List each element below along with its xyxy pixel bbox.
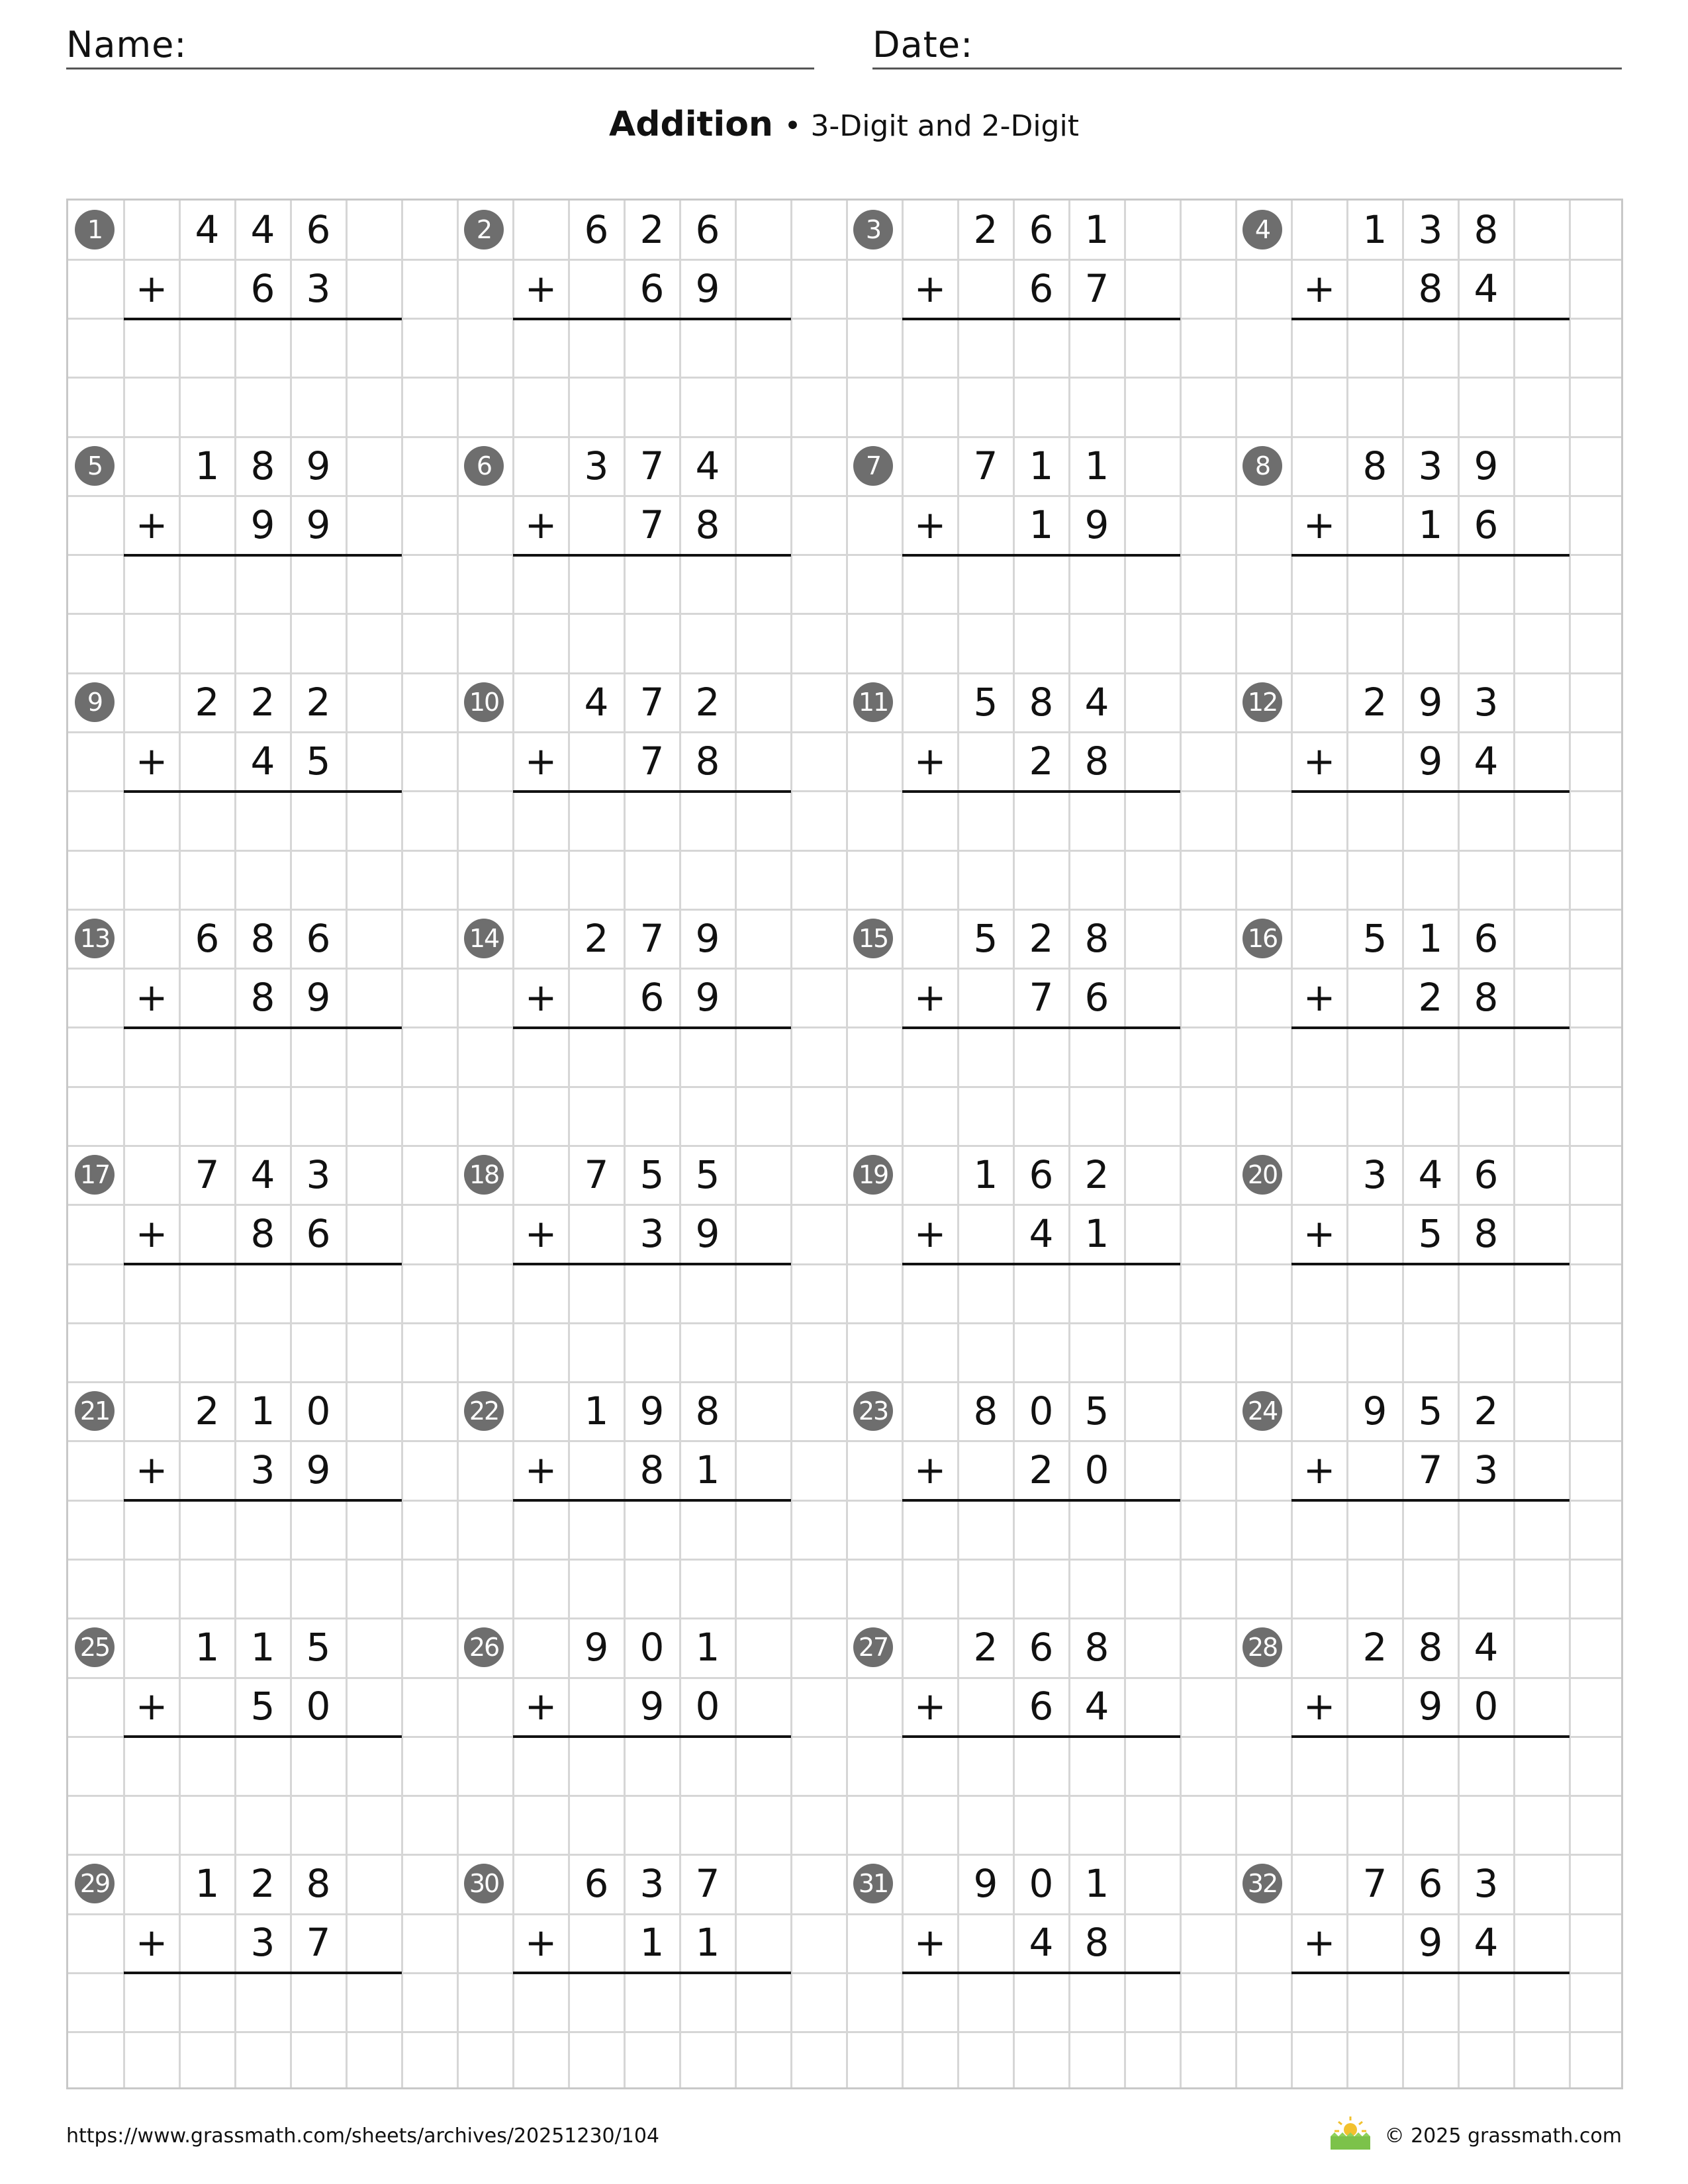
top-digit: 3 — [306, 1152, 331, 1197]
top-digit: 1 — [1084, 1861, 1109, 1906]
top-digit: 3 — [639, 1861, 665, 1906]
answer-area[interactable] — [1291, 555, 1570, 614]
problem-number-badge: 10 — [464, 682, 504, 722]
top-digit: 7 — [195, 1152, 220, 1197]
top-digit: 1 — [973, 1152, 998, 1197]
bottom-digit: 9 — [695, 1211, 720, 1257]
problem-23 — [847, 1382, 1236, 1618]
title-subtitle: • 3-Digit and 2-Digit — [784, 109, 1079, 143]
top-digit: 8 — [250, 916, 275, 961]
plus-sign: + — [524, 975, 557, 1021]
answer-area[interactable] — [1291, 319, 1570, 378]
top-digit: 5 — [973, 680, 998, 725]
bottom-digit: 6 — [250, 266, 275, 312]
top-digit: 7 — [584, 1152, 609, 1197]
problem-number-badge: 2 — [464, 210, 504, 250]
top-digit: 8 — [973, 1388, 998, 1433]
problem-25 — [68, 1618, 457, 1854]
answer-area[interactable] — [1291, 1028, 1570, 1087]
problem-number-badge: 18 — [464, 1155, 504, 1195]
top-digit: 1 — [1029, 443, 1054, 488]
answer-area[interactable] — [1291, 1500, 1570, 1559]
problem-number-badge: 31 — [853, 1864, 893, 1903]
top-digit: 2 — [250, 680, 275, 725]
problem-number-badge: 27 — [853, 1627, 893, 1667]
bottom-digit: 8 — [639, 1447, 665, 1493]
plus-sign: + — [135, 975, 168, 1021]
bottom-digit: 3 — [250, 1447, 275, 1493]
top-digit: 4 — [250, 207, 275, 252]
bottom-digit: 6 — [1474, 502, 1499, 548]
top-digit: 1 — [195, 1625, 220, 1670]
top-digit: 1 — [695, 1625, 720, 1670]
bottom-digit: 0 — [1084, 1447, 1109, 1493]
problem-14 — [457, 909, 847, 1146]
problem-19 — [847, 1146, 1236, 1382]
top-digit: 5 — [1418, 1388, 1443, 1433]
top-digit: 3 — [1474, 1861, 1499, 1906]
top-digit: 3 — [1362, 1152, 1387, 1197]
problem-number-badge: 13 — [75, 919, 115, 958]
top-digit: 7 — [639, 443, 665, 488]
plus-sign: + — [1303, 502, 1336, 548]
problem-number-badge: 20 — [1243, 1155, 1282, 1195]
top-digit: 4 — [695, 443, 720, 488]
problem-17 — [68, 1146, 457, 1382]
plus-sign: + — [914, 739, 947, 784]
problem-1 — [68, 201, 457, 437]
top-digit: 4 — [1474, 1625, 1499, 1670]
problem-number-badge: 17 — [75, 1155, 115, 1195]
top-digit: 8 — [1362, 443, 1387, 488]
top-digit: 2 — [250, 1861, 275, 1906]
bottom-digit: 6 — [639, 975, 665, 1021]
problem-number-badge: 26 — [464, 1627, 504, 1667]
top-digit: 5 — [1084, 1388, 1109, 1433]
bottom-digit: 5 — [250, 1684, 275, 1729]
bottom-digit: 7 — [1029, 975, 1054, 1021]
answer-area[interactable] — [124, 1737, 402, 1796]
problem-number-badge: 25 — [75, 1627, 115, 1667]
answer-area[interactable] — [902, 319, 1180, 378]
bottom-digit: 6 — [1084, 975, 1109, 1021]
problem-number-badge: 11 — [853, 682, 893, 722]
bottom-digit: 3 — [250, 1920, 275, 1966]
bottom-digit: 7 — [639, 502, 665, 548]
top-digit: 2 — [195, 680, 220, 725]
plus-sign: + — [135, 1447, 168, 1493]
plus-sign: + — [914, 975, 947, 1021]
problem-number-badge: 6 — [464, 446, 504, 486]
plus-sign: + — [914, 502, 947, 548]
bottom-digit: 9 — [1418, 1920, 1443, 1966]
top-digit: 6 — [306, 916, 331, 961]
problem-number-badge: 29 — [75, 1864, 115, 1903]
problem-7 — [847, 437, 1236, 673]
answer-area[interactable] — [902, 1028, 1180, 1087]
grass-sun-logo-icon — [1327, 2115, 1374, 2151]
answer-area[interactable] — [513, 319, 791, 378]
top-digit: 5 — [306, 1625, 331, 1670]
top-digit: 2 — [1362, 1625, 1387, 1670]
plus-sign: + — [524, 266, 557, 312]
footer-copyright: © 2025 grassmath.com — [1384, 2124, 1622, 2148]
answer-area[interactable] — [1291, 792, 1570, 850]
problem-number-badge: 14 — [464, 919, 504, 958]
bottom-digit: 9 — [306, 1447, 331, 1493]
answer-area[interactable] — [1291, 1737, 1570, 1796]
problem-18 — [457, 1146, 847, 1382]
problem-number-badge: 4 — [1243, 210, 1282, 250]
top-digit: 6 — [1474, 916, 1499, 961]
answer-area[interactable] — [124, 555, 402, 614]
top-digit: 9 — [306, 443, 331, 488]
top-digit: 7 — [639, 916, 665, 961]
answer-area[interactable] — [513, 1500, 791, 1559]
problem-number-badge: 9 — [75, 682, 115, 722]
bottom-digit: 8 — [1084, 739, 1109, 784]
problem-2 — [457, 201, 847, 437]
plus-sign: + — [524, 739, 557, 784]
answer-area[interactable] — [124, 1028, 402, 1087]
answer-area[interactable] — [902, 1264, 1180, 1323]
top-digit: 2 — [1362, 680, 1387, 725]
bottom-digit: 4 — [1029, 1920, 1054, 1966]
top-digit: 6 — [195, 916, 220, 961]
problem-8 — [1236, 437, 1625, 673]
problem-number-badge: 7 — [853, 446, 893, 486]
bottom-digit: 0 — [695, 1684, 720, 1729]
problem-number-badge: 19 — [853, 1155, 893, 1195]
problem-number-badge: 8 — [1243, 446, 1282, 486]
top-digit: 2 — [584, 916, 609, 961]
bottom-digit: 4 — [1474, 739, 1499, 784]
top-digit: 9 — [1362, 1388, 1387, 1433]
problem-27 — [847, 1618, 1236, 1854]
bottom-digit: 8 — [1474, 1211, 1499, 1257]
top-digit: 0 — [1029, 1861, 1054, 1906]
answer-area[interactable] — [513, 1028, 791, 1087]
plus-sign: + — [914, 1447, 947, 1493]
top-digit: 7 — [973, 443, 998, 488]
answer-area[interactable] — [513, 1264, 791, 1323]
answer-area[interactable] — [513, 1973, 791, 2032]
top-digit: 8 — [250, 443, 275, 488]
problem-29 — [68, 1854, 457, 2091]
bottom-digit: 5 — [306, 739, 331, 784]
bottom-digit: 1 — [1084, 1211, 1109, 1257]
top-digit: 4 — [1418, 1152, 1443, 1197]
problem-number-badge: 1 — [75, 210, 115, 250]
top-digit: 2 — [973, 207, 998, 252]
bottom-digit: 9 — [1418, 1684, 1443, 1729]
bottom-digit: 7 — [1418, 1447, 1443, 1493]
problem-30 — [457, 1854, 847, 2091]
top-digit: 7 — [639, 680, 665, 725]
plus-sign: + — [1303, 1211, 1336, 1257]
answer-area[interactable] — [124, 1973, 402, 2032]
top-digit: 6 — [1029, 1625, 1054, 1670]
plus-sign: + — [524, 1211, 557, 1257]
top-digit: 9 — [639, 1388, 665, 1433]
problem-21 — [68, 1382, 457, 1618]
problem-11 — [847, 673, 1236, 909]
problem-number-badge: 15 — [853, 919, 893, 958]
top-digit: 4 — [250, 1152, 275, 1197]
top-digit: 8 — [306, 1861, 331, 1906]
top-digit: 1 — [250, 1625, 275, 1670]
top-digit: 4 — [584, 680, 609, 725]
problem-10 — [457, 673, 847, 909]
top-digit: 1 — [1418, 916, 1443, 961]
top-digit: 0 — [306, 1388, 331, 1433]
top-digit: 8 — [1084, 1625, 1109, 1670]
problem-32 — [1236, 1854, 1625, 2091]
plus-sign: + — [1303, 1920, 1336, 1966]
top-digit: 1 — [1084, 207, 1109, 252]
top-digit: 8 — [1084, 916, 1109, 961]
answer-area[interactable] — [124, 792, 402, 850]
answer-area[interactable] — [902, 555, 1180, 614]
bottom-digit: 3 — [639, 1211, 665, 1257]
answer-area[interactable] — [902, 1973, 1180, 2032]
top-digit: 0 — [639, 1625, 665, 1670]
bottom-digit: 6 — [1029, 266, 1054, 312]
name-line[interactable] — [66, 68, 814, 69]
problem-22 — [457, 1382, 847, 1618]
bottom-digit: 6 — [1029, 1684, 1054, 1729]
problem-12 — [1236, 673, 1625, 909]
plus-sign: + — [1303, 1447, 1336, 1493]
bottom-digit: 5 — [1418, 1211, 1443, 1257]
problem-6 — [457, 437, 847, 673]
top-digit: 1 — [195, 443, 220, 488]
plus-sign: + — [135, 266, 168, 312]
bottom-digit: 3 — [1474, 1447, 1499, 1493]
problem-31 — [847, 1854, 1236, 2091]
top-digit: 7 — [695, 1861, 720, 1906]
bottom-digit: 9 — [639, 1684, 665, 1729]
plus-sign: + — [135, 1211, 168, 1257]
worksheet-title — [0, 105, 1688, 144]
top-digit: 3 — [584, 443, 609, 488]
answer-area[interactable] — [124, 1264, 402, 1323]
problem-number-badge: 24 — [1243, 1391, 1282, 1431]
bottom-digit: 2 — [1418, 975, 1443, 1021]
plus-sign: + — [1303, 739, 1336, 784]
top-digit: 6 — [695, 207, 720, 252]
top-digit: 1 — [195, 1861, 220, 1906]
answer-area[interactable] — [1291, 1264, 1570, 1323]
bottom-digit: 7 — [1084, 266, 1109, 312]
problem-26 — [457, 1618, 847, 1854]
problem-number-badge: 12 — [1243, 682, 1282, 722]
bottom-digit: 7 — [639, 739, 665, 784]
answer-area[interactable] — [902, 1737, 1180, 1796]
bottom-digit: 1 — [695, 1920, 720, 1966]
top-digit: 3 — [1418, 207, 1443, 252]
top-digit: 2 — [195, 1388, 220, 1433]
bottom-digit: 3 — [306, 266, 331, 312]
top-digit: 9 — [973, 1861, 998, 1906]
answer-area[interactable] — [902, 792, 1180, 850]
problem-13 — [68, 909, 457, 1146]
top-digit: 5 — [695, 1152, 720, 1197]
bottom-digit: 4 — [1084, 1684, 1109, 1729]
top-digit: 2 — [973, 1625, 998, 1670]
bottom-digit: 6 — [639, 266, 665, 312]
bottom-digit: 0 — [306, 1684, 331, 1729]
problem-number-badge: 23 — [853, 1391, 893, 1431]
name-label: Name: — [66, 24, 187, 66]
top-digit: 6 — [1418, 1861, 1443, 1906]
top-digit: 2 — [1084, 1152, 1109, 1197]
problem-number-badge: 5 — [75, 446, 115, 486]
plus-sign: + — [1303, 266, 1336, 312]
problem-9 — [68, 673, 457, 909]
problem-number-badge: 21 — [75, 1391, 115, 1431]
top-digit: 1 — [250, 1388, 275, 1433]
answer-area[interactable] — [1291, 1973, 1570, 2032]
problem-number-badge: 32 — [1243, 1864, 1282, 1903]
top-digit: 6 — [1474, 1152, 1499, 1197]
problem-number-badge: 3 — [853, 210, 893, 250]
answer-area[interactable] — [513, 555, 791, 614]
answer-area[interactable] — [513, 1737, 791, 1796]
date-line[interactable] — [872, 68, 1622, 69]
top-digit: 2 — [1474, 1388, 1499, 1433]
top-digit: 9 — [584, 1625, 609, 1670]
plus-sign: + — [914, 1211, 947, 1257]
date-label: Date: — [872, 24, 974, 66]
top-digit: 9 — [1474, 443, 1499, 488]
top-digit: 6 — [1029, 207, 1054, 252]
answer-area[interactable] — [902, 1500, 1180, 1559]
problem-4 — [1236, 201, 1625, 437]
top-digit: 9 — [1418, 680, 1443, 725]
bottom-digit: 9 — [695, 266, 720, 312]
top-digit: 8 — [1474, 207, 1499, 252]
answer-area[interactable] — [124, 319, 402, 378]
top-digit: 9 — [695, 916, 720, 961]
top-digit: 6 — [584, 207, 609, 252]
bottom-digit: 0 — [1474, 1684, 1499, 1729]
top-digit: 8 — [695, 1388, 720, 1433]
footer-url[interactable]: https://www.grassmath.com/sheets/archives/20251230/104 — [66, 2124, 660, 2148]
bottom-digit: 4 — [1029, 1211, 1054, 1257]
bottom-digit: 1 — [1029, 502, 1054, 548]
bottom-digit: 8 — [1084, 1920, 1109, 1966]
problem-3 — [847, 201, 1236, 437]
answer-area[interactable] — [124, 1500, 402, 1559]
problem-24 — [1236, 1382, 1625, 1618]
problem-15 — [847, 909, 1236, 1146]
bottom-digit: 1 — [639, 1920, 665, 1966]
bottom-digit: 8 — [695, 502, 720, 548]
problem-number-badge: 22 — [464, 1391, 504, 1431]
top-digit: 5 — [639, 1152, 665, 1197]
plus-sign: + — [524, 1684, 557, 1729]
bottom-digit: 7 — [306, 1920, 331, 1966]
top-digit: 2 — [306, 680, 331, 725]
top-digit: 3 — [1474, 680, 1499, 725]
bottom-digit: 9 — [306, 502, 331, 548]
plus-sign: + — [135, 502, 168, 548]
title-main: Addition — [609, 105, 773, 144]
bottom-digit: 9 — [250, 502, 275, 548]
top-digit: 5 — [1362, 916, 1387, 961]
problem-16 — [1236, 909, 1625, 1146]
bottom-digit: 8 — [1474, 975, 1499, 1021]
plus-sign: + — [914, 1920, 947, 1966]
problem-number-badge: 30 — [464, 1864, 504, 1903]
bottom-digit: 9 — [306, 975, 331, 1021]
problem-number-badge: 16 — [1243, 919, 1282, 958]
problem-5 — [68, 437, 457, 673]
plus-sign: + — [914, 1684, 947, 1729]
problem-number-badge: 28 — [1243, 1627, 1282, 1667]
top-digit: 4 — [1084, 680, 1109, 725]
problem-grid — [66, 199, 1623, 2089]
plus-sign: + — [1303, 975, 1336, 1021]
plus-sign: + — [135, 739, 168, 784]
plus-sign: + — [524, 1447, 557, 1493]
top-digit: 4 — [195, 207, 220, 252]
top-digit: 8 — [1029, 680, 1054, 725]
answer-area[interactable] — [513, 792, 791, 850]
plus-sign: + — [914, 266, 947, 312]
top-digit: 7 — [1362, 1861, 1387, 1906]
bottom-digit: 4 — [250, 739, 275, 784]
bottom-digit: 8 — [250, 975, 275, 1021]
bottom-digit: 2 — [1029, 739, 1054, 784]
top-digit: 1 — [1362, 207, 1387, 252]
bottom-digit: 6 — [306, 1211, 331, 1257]
plus-sign: + — [524, 502, 557, 548]
bottom-digit: 8 — [695, 739, 720, 784]
bottom-digit: 4 — [1474, 266, 1499, 312]
problem-28 — [1236, 1618, 1625, 1854]
bottom-digit: 4 — [1474, 1920, 1499, 1966]
top-digit: 1 — [1084, 443, 1109, 488]
bottom-digit: 2 — [1029, 1447, 1054, 1493]
top-digit: 0 — [1029, 1388, 1054, 1433]
bottom-digit: 1 — [1418, 502, 1443, 548]
top-digit: 6 — [1029, 1152, 1054, 1197]
top-digit: 8 — [1418, 1625, 1443, 1670]
top-digit: 2 — [1029, 916, 1054, 961]
top-digit: 6 — [584, 1861, 609, 1906]
plus-sign: + — [1303, 1684, 1336, 1729]
top-digit: 6 — [306, 207, 331, 252]
top-digit: 2 — [695, 680, 720, 725]
top-digit: 5 — [973, 916, 998, 961]
top-digit: 3 — [1418, 443, 1443, 488]
bottom-digit: 9 — [695, 975, 720, 1021]
plus-sign: + — [135, 1684, 168, 1729]
plus-sign: + — [135, 1920, 168, 1966]
bottom-digit: 1 — [695, 1447, 720, 1493]
problem-20 — [1236, 1146, 1625, 1382]
bottom-digit: 9 — [1418, 739, 1443, 784]
bottom-digit: 8 — [1418, 266, 1443, 312]
plus-sign: + — [524, 1920, 557, 1966]
bottom-digit: 9 — [1084, 502, 1109, 548]
top-digit: 1 — [584, 1388, 609, 1433]
bottom-digit: 8 — [250, 1211, 275, 1257]
top-digit: 2 — [639, 207, 665, 252]
